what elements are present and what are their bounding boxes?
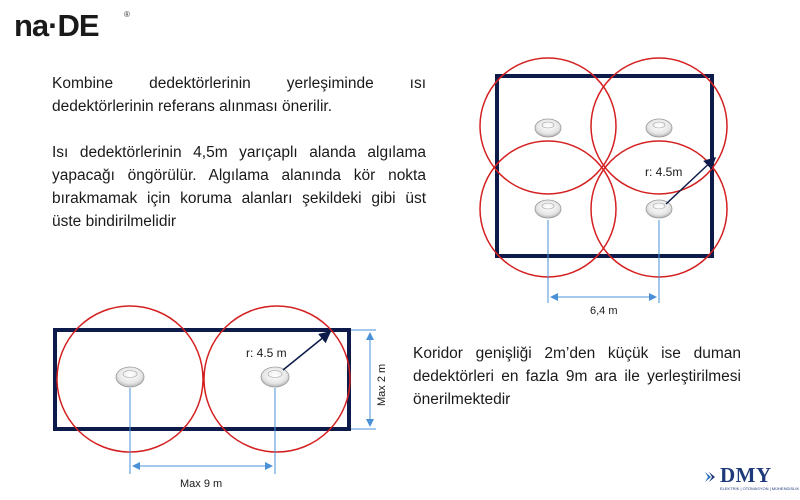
radius-label: r: 4.5 m [246, 346, 287, 360]
grid-coverage-diagram [480, 58, 727, 317]
dmy-mark-icon [704, 471, 716, 483]
nade-logo: na·DE [14, 8, 99, 43]
dmy-logo [704, 463, 800, 495]
registered-mark: ® [124, 10, 130, 19]
heat-detector-icon [535, 200, 561, 218]
radius-label: r: 4.5m [645, 165, 683, 179]
smoke-detector-icon [116, 367, 144, 387]
combined-detector-text: Kombine dedektörlerinin yerleşiminde ısı dedektörlerinin referans alınması önerilir. [52, 75, 426, 115]
heat-detector-icon [535, 119, 561, 137]
spacing-label: 6,4 m [590, 305, 618, 317]
radius-arrow [283, 332, 330, 370]
heat-detector-text: Isı dedektörlerinin 4,5m yarıçaplı alanda algılama yapacağı öngörülür. Algılama alanında kör nokta bırakmamak için koruma alanları şekildeki gibi üst üste bindirilmelidir [52, 144, 426, 230]
width-label: Max 2 m [376, 363, 388, 406]
corridor-outline [55, 330, 349, 429]
heat-detector-icon [646, 119, 672, 137]
smoke-detector-icon [261, 367, 289, 387]
corridor-coverage-diagram [55, 306, 388, 490]
spacing-label: Max 9 m [180, 478, 223, 490]
dmy-company: DMY [720, 463, 772, 487]
corridor-text: Koridor genişliği 2m’den küçük ise duman dedektörleri en fazla 9m ara ile yerleştirilmesi önerilmektedir [413, 345, 741, 408]
dmy-tagline: ELEKTRİK | OTOMASYON | MÜHENDİSLİK [720, 486, 800, 491]
